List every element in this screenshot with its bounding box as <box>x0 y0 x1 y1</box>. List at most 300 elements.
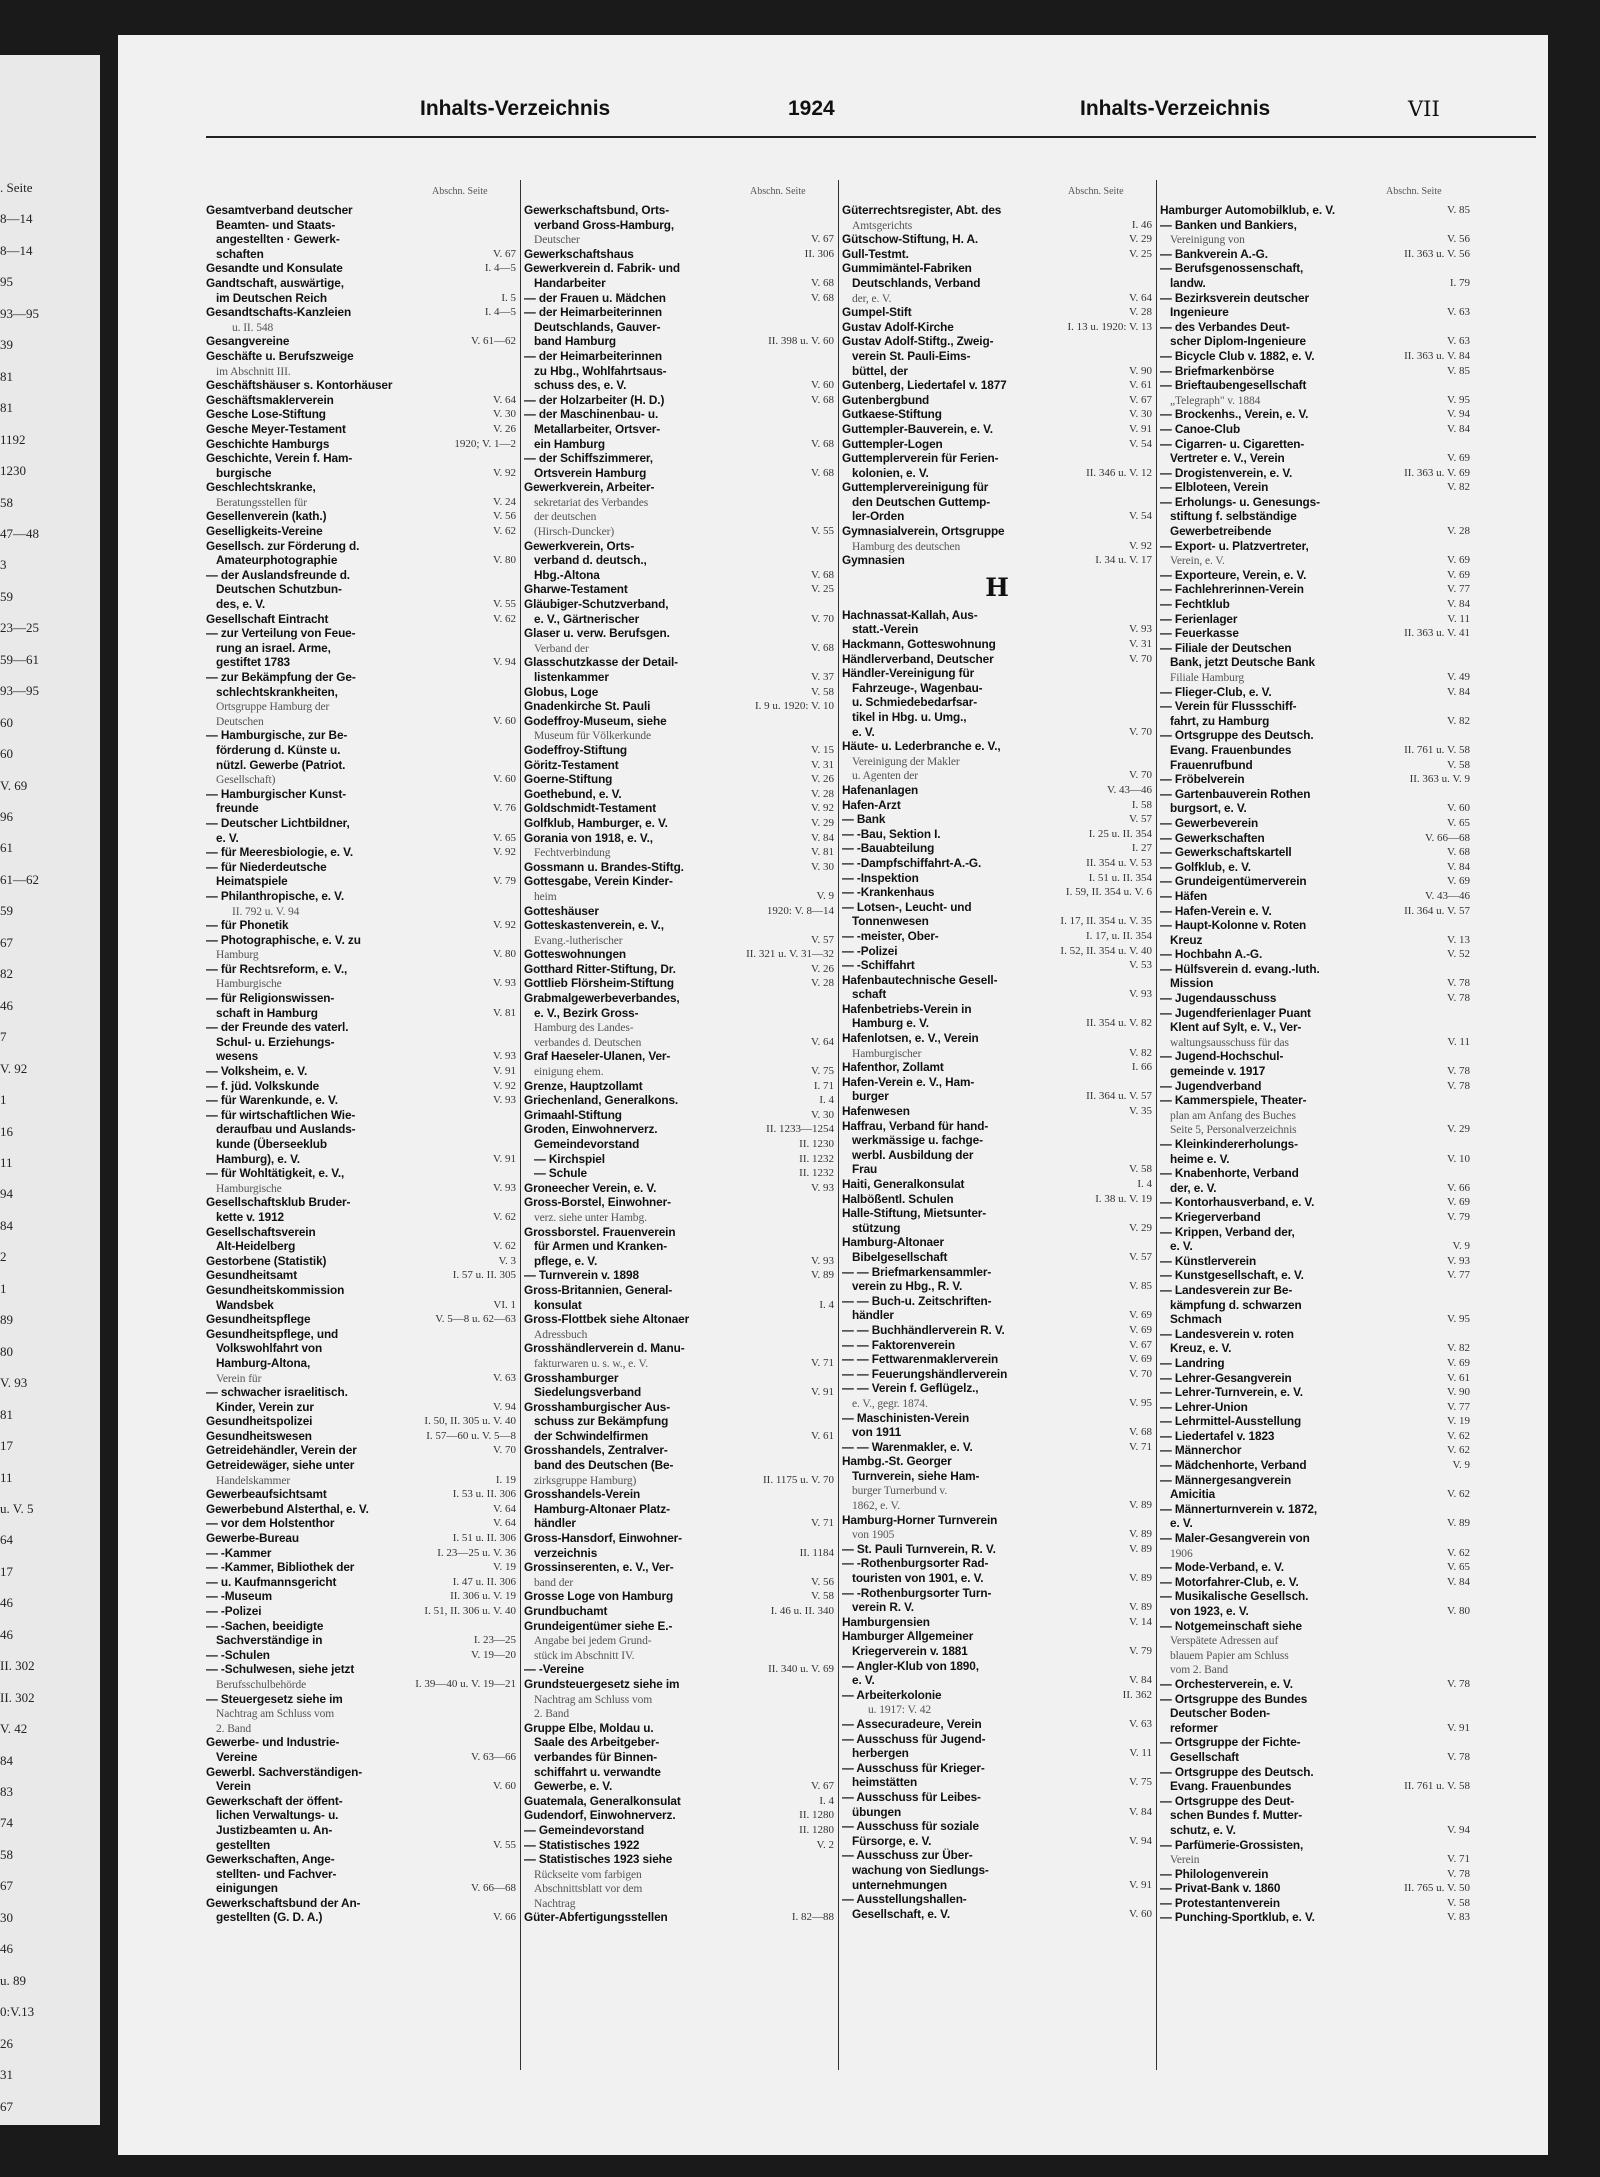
index-entry <box>206 1122 516 1137</box>
entry-term: verein zu Hbg., R. V. <box>852 1279 963 1294</box>
index-entry <box>524 539 834 554</box>
index-entry <box>1160 626 1470 641</box>
entry-reference: V. 28 <box>1446 525 1470 538</box>
entry-reference: I. 13 u. 1920: V. 13 <box>1067 320 1152 333</box>
index-entry <box>524 1589 834 1604</box>
entry-reference: V. 77 <box>1446 1269 1470 1282</box>
index-entry <box>524 1867 834 1882</box>
entry-term: schen Bundes f. Mutter- <box>1170 1808 1303 1823</box>
index-entry <box>206 1385 516 1400</box>
entry-term: — Notgemeinschaft siehe <box>1160 1618 1302 1633</box>
entry-term: Siedelungsverband <box>534 1385 642 1400</box>
entry-reference: I. 51, II. 306 u. V. 40 <box>424 1605 516 1617</box>
entry-term: Halle-Stiftung, Mietsunter- <box>842 1206 987 1221</box>
entry-reference: V. 66—68 <box>1424 831 1470 844</box>
entry-term: — Brockenhs., Verein, e. V. <box>1160 407 1309 422</box>
entry-term: Grossinserenten, e. V., Ver- <box>524 1560 674 1575</box>
index-entry <box>1160 1765 1470 1780</box>
entry-term: burgische <box>216 465 272 480</box>
entry-term: herbergen <box>852 1746 909 1761</box>
entry-term: Gesamtverband deutscher <box>206 203 353 217</box>
index-entry <box>842 1469 1152 1484</box>
entry-reference: V. 28 <box>1128 306 1152 319</box>
index-entry <box>206 1516 516 1531</box>
index-entry <box>1160 1283 1470 1298</box>
index-entry <box>1160 1589 1470 1604</box>
entry-term: — Männerturnverein v. 1872, <box>1160 1501 1318 1516</box>
entry-term: Gläubiger-Schutzverband, <box>524 597 669 612</box>
entry-reference: I. 4—5 <box>484 306 516 319</box>
left-page-number: 83 <box>0 1784 13 1800</box>
index-entry <box>206 860 516 875</box>
entry-reference: 1920; V. 1—2 <box>454 437 516 450</box>
entry-term: Gesandte und Konsulate <box>206 261 343 276</box>
entry-reference: V. 61—62 <box>470 335 516 348</box>
index-entry <box>842 1002 1152 1017</box>
entry-term: tikel in Hbg. u. Umg., <box>852 710 967 724</box>
entry-reference: V. 53 <box>1128 959 1152 972</box>
index-entry <box>842 1848 1152 1863</box>
index-entry <box>524 947 834 962</box>
index-entry <box>1160 1838 1470 1853</box>
index-entry <box>524 1531 834 1546</box>
entry-term: Verein für <box>216 1372 262 1385</box>
index-entry <box>206 524 516 539</box>
entry-reference: V. 89 <box>1128 1499 1152 1512</box>
index-entry <box>1160 1298 1470 1313</box>
index-entry <box>1160 1852 1470 1867</box>
entry-term: — für Wohltätigkeit, e. V., <box>206 1166 345 1181</box>
entry-reference: V. 26 <box>810 773 834 786</box>
entry-reference: I. 4 <box>819 1298 834 1311</box>
index-entry <box>842 1498 1152 1513</box>
index-entry <box>524 991 834 1006</box>
entry-term: wachung von Siedlungs- <box>852 1862 989 1877</box>
entry-term: Gymnasien <box>842 553 905 568</box>
index-entry <box>1160 962 1470 977</box>
index-entry <box>206 976 516 991</box>
entry-reference: V. 62 <box>1446 1429 1470 1442</box>
entry-reference: V. 29 <box>1446 1123 1470 1136</box>
index-entry <box>842 495 1152 510</box>
index-entry <box>524 685 834 700</box>
entry-term: „Telegraph" v. 1884 <box>1170 394 1261 407</box>
entry-reference: II. 364 u. V. 57 <box>1404 904 1470 917</box>
index-entry <box>842 608 1152 623</box>
entry-term: stellten- und Fachver- <box>216 1866 337 1881</box>
index-entry <box>1160 1195 1470 1210</box>
entry-term: Goerne-Stiftung <box>524 772 613 787</box>
index-entry <box>842 1688 1152 1703</box>
index-entry <box>842 378 1152 393</box>
index-entry <box>1160 364 1470 379</box>
entry-reference: II. 398 u. V. 60 <box>768 335 834 348</box>
entry-term: — für Religionswissen- <box>206 991 335 1006</box>
entry-reference: V. 68 <box>810 641 834 654</box>
entry-reference: II. 1280 <box>799 1809 834 1822</box>
entry-term: — für wirtschaftlichen Wie- <box>206 1107 356 1122</box>
entry-term: Frauenrufbund <box>1170 757 1253 772</box>
entry-reference: V. 84 <box>1446 860 1470 873</box>
index-entry <box>842 929 1152 944</box>
index-entry <box>842 710 1152 725</box>
left-page-number: 16 <box>0 1123 13 1139</box>
index-entry <box>842 1323 1152 1338</box>
entry-reference: II. 1233—1254 <box>766 1123 834 1136</box>
entry-reference: V. 56 <box>492 510 516 523</box>
entry-reference: VI. 1 <box>493 1298 516 1311</box>
entry-term: Gharwe-Testament <box>524 582 628 597</box>
index-entry <box>524 451 834 466</box>
index-entry <box>842 841 1152 856</box>
left-page-number: 47—48 <box>0 525 39 541</box>
entry-term: — Musikalische Gesellsch. <box>1160 1589 1309 1604</box>
entry-term: Hamburgensien <box>842 1614 930 1629</box>
left-page-number: V. 69 <box>0 777 28 793</box>
entry-term: — Privat-Bank v. 1860 <box>1160 1881 1281 1896</box>
index-entry <box>524 1502 834 1517</box>
index-entry <box>524 393 834 408</box>
index-entry <box>524 1268 834 1283</box>
index-entry <box>206 320 516 335</box>
entry-term: — Export- u. Platzvertreter, <box>1160 538 1309 553</box>
entry-term: Gewerkschaften, Ange- <box>206 1852 335 1867</box>
entry-term: — Bezirksverein deutscher <box>1160 290 1309 305</box>
index-entry <box>1160 1429 1470 1444</box>
entry-term: — des Verbandes Deut- <box>1160 319 1290 334</box>
index-entry <box>524 1794 834 1809</box>
entry-reference: II. 321 u. V. 31—32 <box>746 948 834 961</box>
entry-term: — Berufsgenossenschaft, <box>1160 261 1304 276</box>
left-page-number: u. V. 5 <box>0 1500 34 1516</box>
entry-reference: V. 93 <box>810 1181 834 1194</box>
index-entry <box>524 831 834 846</box>
index-entry <box>206 509 516 524</box>
entry-term: — -Rothenburgsorter Turn- <box>842 1585 992 1600</box>
entry-reference: V. 57 <box>810 933 834 946</box>
entry-reference: V. 80 <box>492 948 516 961</box>
entry-term: heime e. V. <box>1170 1151 1230 1166</box>
entry-reference: II. 1230 <box>799 1138 834 1150</box>
entry-term: — Banken und Bankiers, <box>1160 217 1297 232</box>
index-entry <box>842 1673 1152 1688</box>
index-entry <box>842 1454 1152 1469</box>
index-entry <box>1160 1443 1470 1458</box>
index-entry <box>524 1049 834 1064</box>
index-entry <box>842 1221 1152 1236</box>
left-page-number: 7 <box>0 1029 7 1045</box>
entry-term: schaft in Hamburg <box>216 1005 318 1020</box>
index-entry <box>206 1268 516 1283</box>
entry-term: Gewerbebund Alsterthal, e. V. <box>206 1501 369 1516</box>
index-entry <box>842 871 1152 886</box>
entry-term: Gandtschaft, auswärtige, <box>206 275 344 290</box>
index-entry <box>524 597 834 612</box>
index-entry <box>1160 480 1470 495</box>
index-entry <box>1160 758 1470 773</box>
index-entry <box>206 772 516 787</box>
entry-reference: V. 64 <box>810 1035 834 1048</box>
entry-term: Gotthard Ritter-Stiftung, Dr. <box>524 961 676 976</box>
index-entry <box>206 1108 516 1123</box>
entry-reference: II. 354 u. V. 53 <box>1086 856 1152 869</box>
index-entry <box>524 1458 834 1473</box>
entry-term: Gruppe Elbe, Moldau u. <box>524 1720 654 1735</box>
index-entry <box>524 626 834 641</box>
entry-reference: V. 94 <box>1128 1834 1152 1847</box>
index-entry <box>524 714 834 729</box>
entry-reference: II. 1175 u. V. 70 <box>763 1473 834 1486</box>
entry-term: — zur Verteilung von Feue- <box>206 626 356 641</box>
left-page-number: 96 <box>0 809 13 825</box>
index-entry <box>206 626 516 641</box>
entry-reference: I. 82—88 <box>791 1911 834 1924</box>
index-entry <box>842 422 1152 437</box>
entry-term: Hamburger Automobilklub, e. V. <box>1160 203 1336 217</box>
entry-reference: I. 17, u. II. 354 <box>1086 929 1152 942</box>
entry-term: — Lehrer-Union <box>1160 1399 1248 1414</box>
section-letter: H <box>985 572 1009 602</box>
index-entry <box>524 1881 834 1896</box>
left-page-number: 11 <box>0 1155 13 1170</box>
index-entry <box>524 1400 834 1415</box>
index-entry <box>1160 320 1470 335</box>
index-entry <box>524 801 834 816</box>
entry-term: band Hamburg <box>534 334 617 349</box>
entry-term: einigung ehem. <box>534 1066 604 1079</box>
entry-term: — Ortsgruppe der Fichte- <box>1160 1735 1301 1750</box>
entry-term: — Hochbahn A.-G. <box>1160 947 1263 962</box>
index-entry <box>842 1527 1152 1542</box>
entry-term: — Ausschuss für Krieger- <box>842 1760 985 1775</box>
left-page-number: u. 89 <box>0 1972 26 1988</box>
left-page-edge <box>0 55 100 2125</box>
entry-term: Beamten- und Staats- <box>216 217 336 232</box>
entry-reference: V. 81 <box>810 846 834 859</box>
entry-term: Hamburg-Horner Turnverein <box>842 1512 998 1527</box>
index-entry <box>206 1546 516 1561</box>
index-entry <box>206 1881 516 1896</box>
index-entry <box>524 509 834 524</box>
entry-term: Guttemplervereinigung für <box>842 480 989 495</box>
entry-term: kette v. 1912 <box>216 1209 285 1224</box>
index-entry <box>1160 612 1470 627</box>
entry-term: Gesellsch. zur Förderung d. <box>206 538 360 553</box>
index-entry <box>524 1779 834 1794</box>
entry-reference: V. 68 <box>1446 846 1470 859</box>
entry-term: Händler-Vereinigung für <box>842 666 975 681</box>
index-entry <box>1160 1049 1470 1064</box>
entry-reference: V. 37 <box>810 671 834 683</box>
index-entry <box>524 1079 834 1094</box>
entry-term: Grundeigentümer siehe E.- <box>524 1618 673 1633</box>
entry-reference: I. 59, II. 354 u. V. 6 <box>1065 886 1152 899</box>
entry-term: Haiti, Generalkonsulat <box>842 1177 965 1191</box>
index-entry <box>524 364 834 379</box>
entry-term: — Ortsgruppe des Deut- <box>1160 1793 1295 1808</box>
index-entry <box>206 349 516 364</box>
index-entry <box>1160 451 1470 466</box>
index-entry <box>842 1644 1152 1659</box>
index-entry <box>524 655 834 670</box>
index-entry <box>842 1338 1152 1353</box>
index-entry <box>842 364 1152 379</box>
index-entry <box>206 1619 516 1634</box>
entry-term: Schmach <box>1170 1312 1222 1327</box>
index-entry <box>842 1119 1152 1134</box>
entry-reference: V. 79 <box>1446 1210 1470 1223</box>
entry-reference: V. 62 <box>492 1210 516 1223</box>
entry-term: 2. Band <box>216 1722 252 1735</box>
entry-term: — Ortsgruppe des Deutsch. <box>1160 728 1314 743</box>
index-entry <box>206 1254 516 1269</box>
entry-reference: V. 61 <box>810 1429 834 1442</box>
entry-term: Gesellschaft Eintracht <box>206 611 329 626</box>
entry-term: scher Diplom-Ingenieure <box>1170 334 1307 349</box>
entry-reference: I. 53 u. II. 306 <box>452 1488 516 1501</box>
index-entry <box>842 666 1152 681</box>
entry-term: fakturwaren u. s. w., e. V. <box>534 1357 648 1370</box>
entry-term: — Statistisches 1923 siehe <box>524 1852 673 1867</box>
left-page-number: 0:V.13 <box>0 2004 35 2020</box>
index-entry <box>1160 261 1470 276</box>
entry-term: schiffahrt u. verwandte <box>534 1764 661 1779</box>
entry-term: Gesche Lose-Stiftung <box>206 407 326 422</box>
entry-reference: II. 761 u. V. 58 <box>1404 743 1470 756</box>
entry-term: — Lotsen-, Leucht- und <box>842 899 972 914</box>
left-page-number: 80 <box>0 1343 13 1359</box>
entry-term: Hamburgischer <box>852 1047 922 1060</box>
entry-term: Schul- u. Erziehungs- <box>216 1034 335 1049</box>
index-entry <box>842 1629 1152 1644</box>
running-head-year: 1924 <box>788 97 835 120</box>
entry-reference: V. 69 <box>1128 1353 1152 1366</box>
entry-term: Godeffroy-Museum, siehe <box>524 713 667 728</box>
entry-reference: V. 43—46 <box>1424 889 1470 902</box>
entry-reference: V. 75 <box>810 1065 834 1078</box>
entry-term: — — Buchhändlerverein R. V. <box>842 1322 1005 1337</box>
index-entry <box>842 1089 1152 1104</box>
index-entry <box>524 1692 834 1707</box>
entry-reference: V. 93 <box>492 1050 516 1063</box>
entry-reference: V. 92 <box>492 919 516 932</box>
index-entry <box>206 1910 516 1925</box>
entry-term: Hafenanlagen <box>842 782 919 797</box>
index-entry <box>842 798 1152 813</box>
index-entry <box>524 1298 834 1313</box>
entry-term: Verband der <box>534 642 589 655</box>
entry-reference: II. 346 u. V. 12 <box>1086 466 1152 479</box>
index-entry <box>1160 1487 1470 1502</box>
entry-term: — Maler-Gesangverein von <box>1160 1531 1310 1546</box>
entry-term: büttel, der <box>852 363 908 378</box>
entry-reference: I. 66 <box>1131 1061 1152 1074</box>
entry-term: Volkswohlfahrt von <box>216 1341 323 1356</box>
entry-term: Gesche Meyer-Testament <box>206 421 346 436</box>
left-page-number: V. 93 <box>0 1375 28 1391</box>
index-entry <box>206 1823 516 1838</box>
entry-reference: V. 64 <box>1128 291 1152 304</box>
entry-term: Gross-Flottbek siehe Altonaer <box>524 1312 690 1327</box>
entry-term: — Gewerbeverein <box>1160 815 1259 830</box>
entry-reference: V. 63 <box>492 1371 516 1384</box>
index-entry <box>206 816 516 831</box>
entry-reference: V. 91 <box>810 1386 834 1399</box>
entry-term: Deutschlands, Gauver- <box>534 319 661 334</box>
entry-term: — Exporteure, Verein, e. V. <box>1160 567 1307 582</box>
index-entry <box>206 889 516 904</box>
entry-term: — Ausschuss zur Über- <box>842 1848 973 1863</box>
index-entry <box>1160 787 1470 802</box>
entry-term: — Elbloteen, Verein <box>1160 480 1269 495</box>
entry-term: listenkammer <box>534 670 609 684</box>
index-entry <box>842 1702 1152 1717</box>
index-entry <box>524 553 834 568</box>
entry-term: — Landesverein zur Be- <box>1160 1282 1293 1297</box>
index-entry <box>1160 933 1470 948</box>
entry-term: blauem Papier am Schluss <box>1170 1649 1289 1662</box>
entry-reference: V. 31 <box>810 758 834 771</box>
index-entry <box>1160 1867 1470 1882</box>
entry-term: — der Holzarbeiter (H. D.) <box>524 392 665 407</box>
index-entry <box>842 827 1152 842</box>
entry-term: Verein, e. V. <box>1170 555 1225 568</box>
entry-term: Fürsorge, e. V. <box>852 1833 932 1848</box>
index-entry <box>1160 1502 1470 1517</box>
index-entry <box>206 1283 516 1298</box>
entry-reference: V. 70 <box>1128 769 1152 782</box>
entry-reference: V. 93 <box>492 977 516 990</box>
entry-term: Halbößentl. Schulen <box>842 1191 954 1206</box>
entry-term: ein Hamburg <box>534 436 606 451</box>
entry-reference: V. 85 <box>1446 364 1470 377</box>
index-entry <box>1160 1254 1470 1269</box>
entry-term: Händlerverband, Deutscher <box>842 651 994 666</box>
entry-reference: V. 94 <box>492 1400 516 1413</box>
entry-term: heim <box>534 890 557 903</box>
index-entry <box>206 1473 516 1488</box>
left-page-number: 1230 <box>0 463 26 479</box>
entry-term: — Häfen <box>1160 888 1208 903</box>
index-entry <box>842 900 1152 915</box>
index-entry <box>1160 1166 1470 1181</box>
entry-term: Turnverein, siehe Ham- <box>852 1468 980 1483</box>
entry-term: — Angler-Klub von 1890, <box>842 1658 979 1673</box>
entry-term: Sachverständige in <box>216 1633 323 1648</box>
entry-reference: V. 58 <box>1446 758 1470 771</box>
entry-term: von 1911 <box>852 1425 902 1440</box>
entry-term: e. V., gegr. 1874. <box>852 1397 928 1410</box>
entry-term: Goethebund, e. V. <box>524 786 622 801</box>
entry-term: Deutschen <box>216 715 264 728</box>
index-entry <box>524 1137 834 1152</box>
index-entry <box>842 1162 1152 1177</box>
index-entry <box>524 276 834 291</box>
index-entry <box>1160 1735 1470 1750</box>
entry-term: — -Inspektion <box>842 870 919 885</box>
entry-term: Hamburg <box>216 949 259 962</box>
entry-term: Hafenthor, Zollamt <box>842 1060 944 1075</box>
entry-reference: I. 23—25 u. V. 36 <box>437 1546 516 1559</box>
entry-term: — St. Pauli Turnverein, R. V. <box>842 1541 996 1556</box>
index-entry <box>842 754 1152 769</box>
entry-term: gestiftet 1783 <box>216 655 291 670</box>
entry-reference: I. 46 <box>1131 218 1152 231</box>
entry-reference: V. 11 <box>1129 1747 1152 1760</box>
entry-reference: I. 27 <box>1131 842 1152 855</box>
index-entry <box>524 889 834 904</box>
index-entry <box>206 714 516 729</box>
